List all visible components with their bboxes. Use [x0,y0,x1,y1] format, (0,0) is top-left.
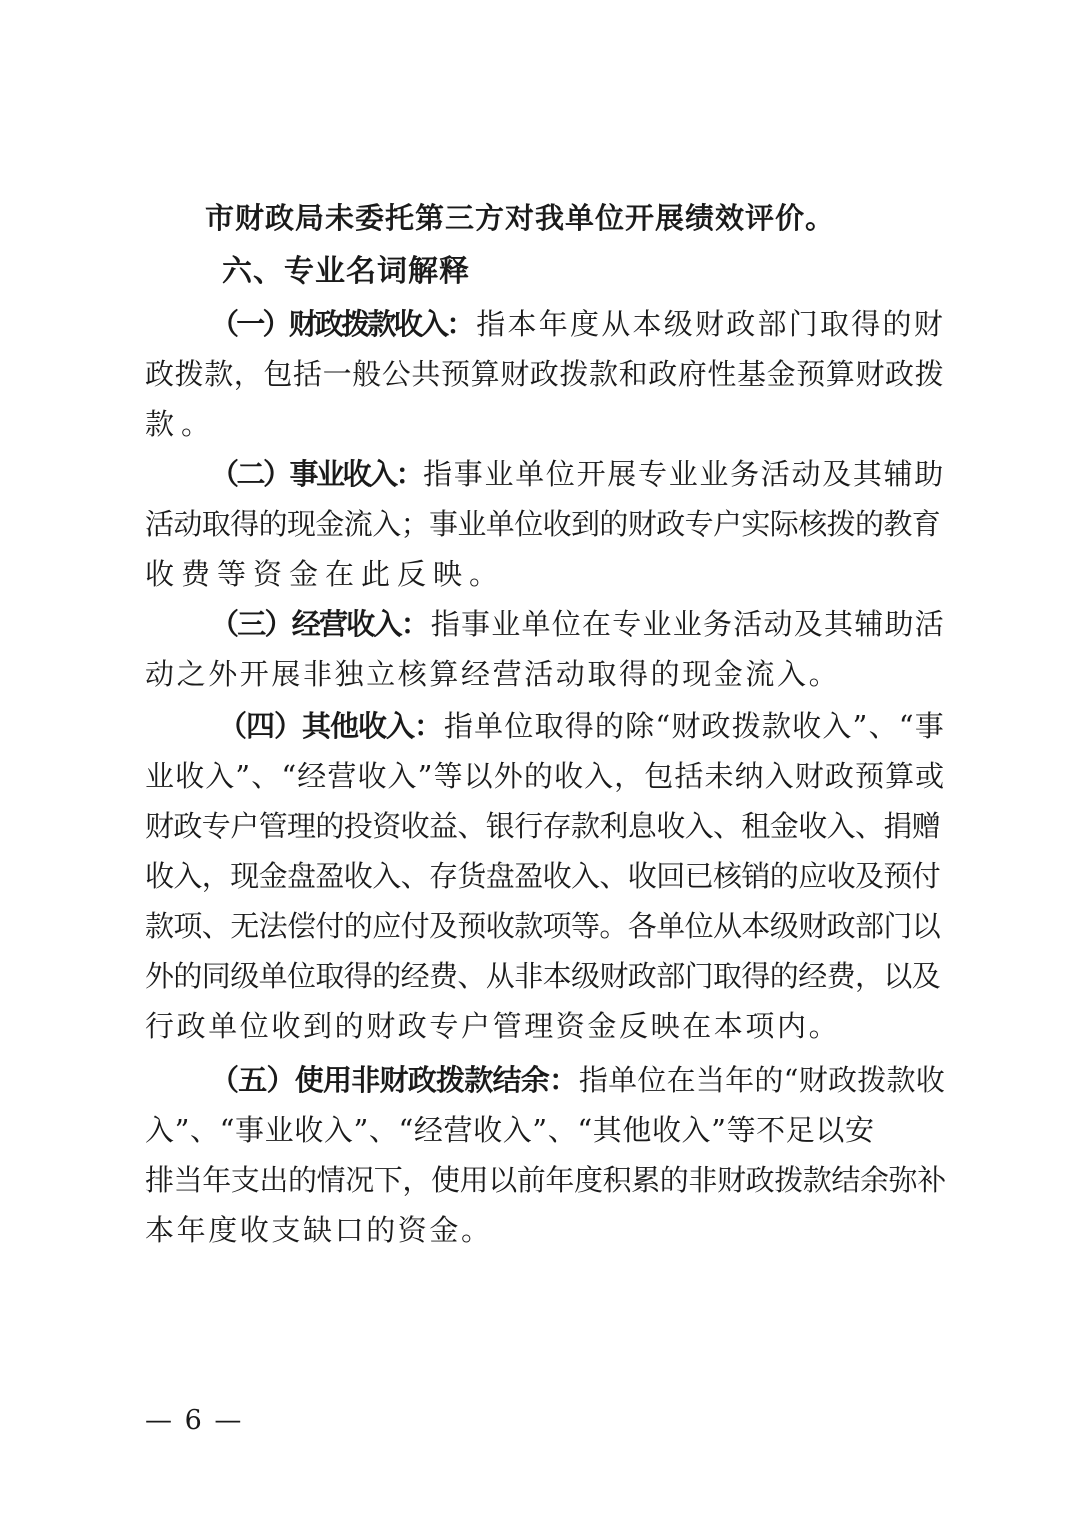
definition-term-3: （三）经营收入： [210,607,429,641]
definition-text-4-line-3-row [145,806,945,846]
definition-text-4-line-6: 外的同级单位取得的经费、从非本级财政部门取得的经费，以及 [145,959,941,993]
definition-text-4-line-1: 指单位取得的除“财政拨款收入”、“事 [443,709,945,743]
definition-text-4-line-6-row [145,956,945,996]
definition-text-3-line-2: 动之外开展非独立核算经营活动取得的现金流入。 [145,657,841,691]
definition-text-2-line-3: 收费等资金在此反映。 [145,557,506,591]
section-heading: 六、专业名词解释 [222,254,470,289]
definition-item-5-first-line [210,1060,945,1100]
definition-text-3-line-1: 指事业单位在专业业务活动及其辅助活 [430,607,945,641]
definition-text-5-line-2: 入”、“事业收入”、“经营收入”、“其他收入”等不足以安 [145,1113,875,1147]
definition-text-4-line-5: 款项、无法偿付的应付及预收款项等。各单位从本级财政部门以 [145,909,941,943]
definition-text-5-line-4-row [145,1210,945,1250]
definition-text-4-line-4-row [145,856,945,896]
definition-term-4: （四）其他收入： [218,709,443,743]
definition-text-1-line-2: 政拨款，包括一般公共预算财政拨款和政府性基金预算财政拨 [145,357,945,391]
definition-text-5-line-4: 本年度收支缺口的资金。 [145,1213,493,1247]
definition-item-1-first-line [210,304,945,344]
definition-text-2-line-2: 活动取得的现金流入；事业单位收到的财政专户实际核拨的教育 [145,507,941,541]
definition-text-4-line-2-row [145,756,945,796]
definition-item-2-first-line [210,454,945,494]
definition-text-4-line-3: 财政专户管理的投资收益、银行存款利息收入、租金收入、捐赠 [145,809,941,843]
definition-item-4-first-line [218,706,945,746]
definition-text-1-line-1: 指本年度从本级财政部门取得的财 [476,307,945,341]
definition-text-5-line-1: 指单位在当年的“财政拨款收 [578,1063,945,1097]
definition-text-5-line-3: 排当年支出的情况下，使用以前年度积累的非财政拨款结余弥补 [145,1163,946,1197]
opening-line: 市财政局未委托第三方对我单位开展绩效评价。 [205,201,836,235]
definition-text-1-line-3-row [145,404,945,444]
definition-text-4-line-2: 业收入”、“经营收入”等以外的收入，包括未纳入财政预算或 [145,759,946,793]
definition-text-4-line-7: 行政单位收到的财政专户管理资金反映在本项内。 [145,1009,841,1043]
definition-term-2: （二）事业收入： [210,457,423,491]
definition-text-5-line-3-row [145,1160,945,1200]
definition-text-3-line-2-row [145,654,945,694]
definition-text-4-line-4: 收入，现金盘盈收入、存货盘盈收入、收回已核销的应收及预付 [145,859,941,893]
definition-term-5: （五）使用非财政拨款结余： [210,1063,578,1097]
definition-term-1: （一）财政拨款收入： [210,307,473,341]
definition-text-2-line-2-row [145,504,945,544]
definition-text-4-line-7-row [145,1006,945,1046]
definition-item-3-first-line [210,604,945,644]
definition-text-2-line-1: 指事业单位开展专业业务活动及其辅助 [423,457,945,491]
definition-text-5-line-2-row [145,1110,945,1150]
definition-text-1-line-3: 款。 [145,407,218,441]
definition-text-1-line-2-row [145,354,945,394]
definition-text-2-line-3-row [145,554,945,594]
page-number: — 6 — [145,1405,244,1436]
definition-text-4-line-5-row [145,906,945,946]
